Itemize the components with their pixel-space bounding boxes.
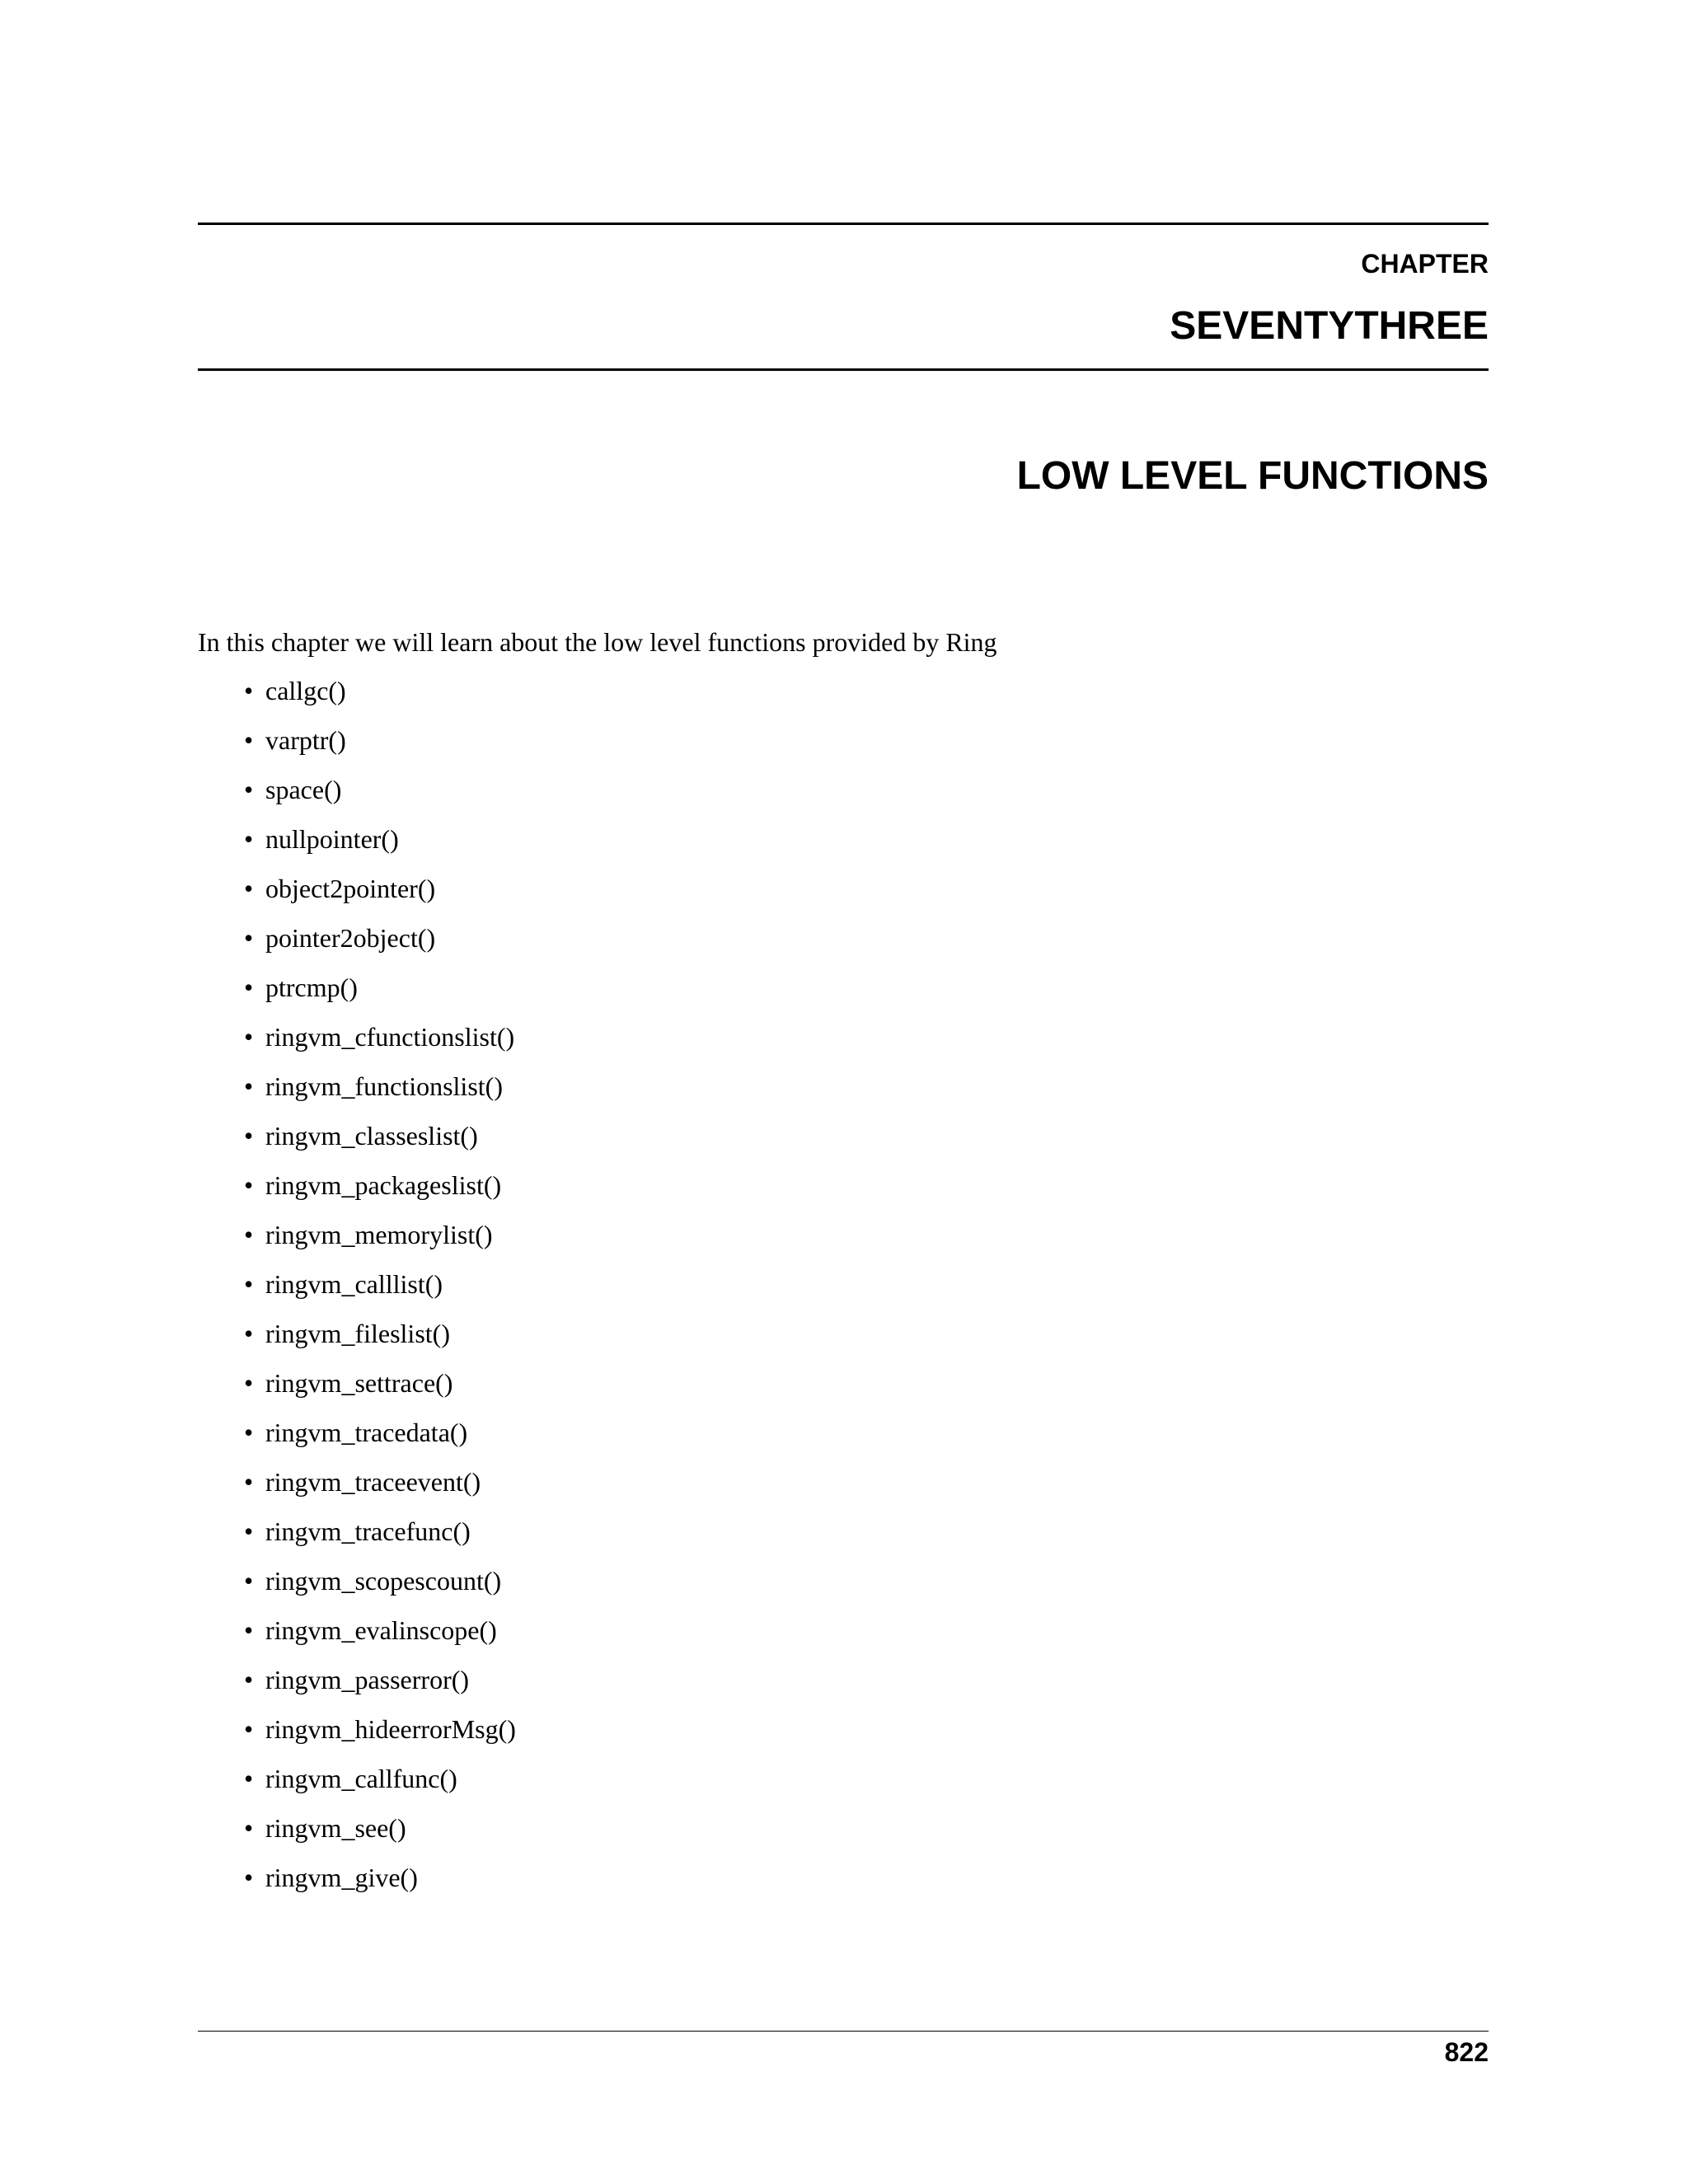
bullet-icon: • [244,676,254,705]
section-title: LOW LEVEL FUNCTIONS [1016,454,1489,498]
function-name: ringvm_hideerrorMsg() [265,1714,516,1744]
bullet-icon: • [244,1071,254,1101]
function-name: ringvm_scopescount() [265,1566,502,1596]
function-name: ringvm_calllist() [265,1269,443,1299]
function-name: ringvm_evalinscope() [265,1615,497,1645]
bullet-icon: • [244,1368,254,1398]
bullet-icon: • [244,1863,254,1892]
function-name: ringvm_functionslist() [265,1071,503,1101]
bullet-icon: • [244,1269,254,1299]
bullet-icon: • [244,1764,254,1793]
function-name: callgc() [265,676,346,705]
page-number: 822 [1444,2037,1489,2067]
function-name: ringvm_classeslist() [265,1121,478,1151]
function-name: nullpointer() [265,824,399,854]
function-name: ringvm_cfunctionslist() [265,1022,515,1052]
function-name: ptrcmp() [265,972,358,1002]
function-name: pointer2object() [265,923,436,953]
bullet-icon: • [244,874,254,903]
function-name: ringvm_traceevent() [265,1467,481,1497]
chapter-bottom-rule [198,368,1489,371]
bullet-icon: • [244,775,254,804]
function-name: ringvm_tracedata() [265,1418,468,1447]
intro-paragraph: In this chapter we will learn about the low level functions provided by Ring [198,627,997,657]
bullet-icon: • [244,1220,254,1249]
bullet-icon: • [244,1813,254,1843]
bullet-icon: • [244,1121,254,1151]
bullet-icon: • [244,1516,254,1546]
bullet-icon: • [244,725,254,755]
chapter-label: CHAPTER [1361,249,1489,279]
chapter-top-rule [198,223,1489,225]
footer-rule [198,2031,1489,2032]
bullet-icon: • [244,1418,254,1447]
function-name: object2pointer() [265,874,436,903]
bullet-icon: • [244,1714,254,1744]
bullet-icon: • [244,1665,254,1694]
bullet-icon: • [244,1170,254,1200]
function-name: ringvm_callfunc() [265,1764,457,1793]
bullet-icon: • [244,1319,254,1348]
function-name: ringvm_memorylist() [265,1220,493,1249]
function-name: varptr() [265,725,346,755]
function-name: ringvm_fileslist() [265,1319,450,1348]
bullet-icon: • [244,923,254,953]
function-name: ringvm_see() [265,1813,406,1843]
bullet-icon: • [244,972,254,1002]
function-name: ringvm_packageslist() [265,1170,502,1200]
function-name: space() [265,775,342,804]
bullet-icon: • [244,1615,254,1645]
bullet-icon: • [244,1022,254,1052]
function-name: ringvm_give() [265,1863,418,1892]
chapter-number: SEVENTYTHREE [1170,304,1489,348]
bullet-icon: • [244,1566,254,1596]
function-name: ringvm_tracefunc() [265,1516,471,1546]
function-name: ringvm_settrace() [265,1368,453,1398]
function-name: ringvm_passerror() [265,1665,470,1694]
bullet-icon: • [244,1467,254,1497]
bullet-icon: • [244,824,254,854]
